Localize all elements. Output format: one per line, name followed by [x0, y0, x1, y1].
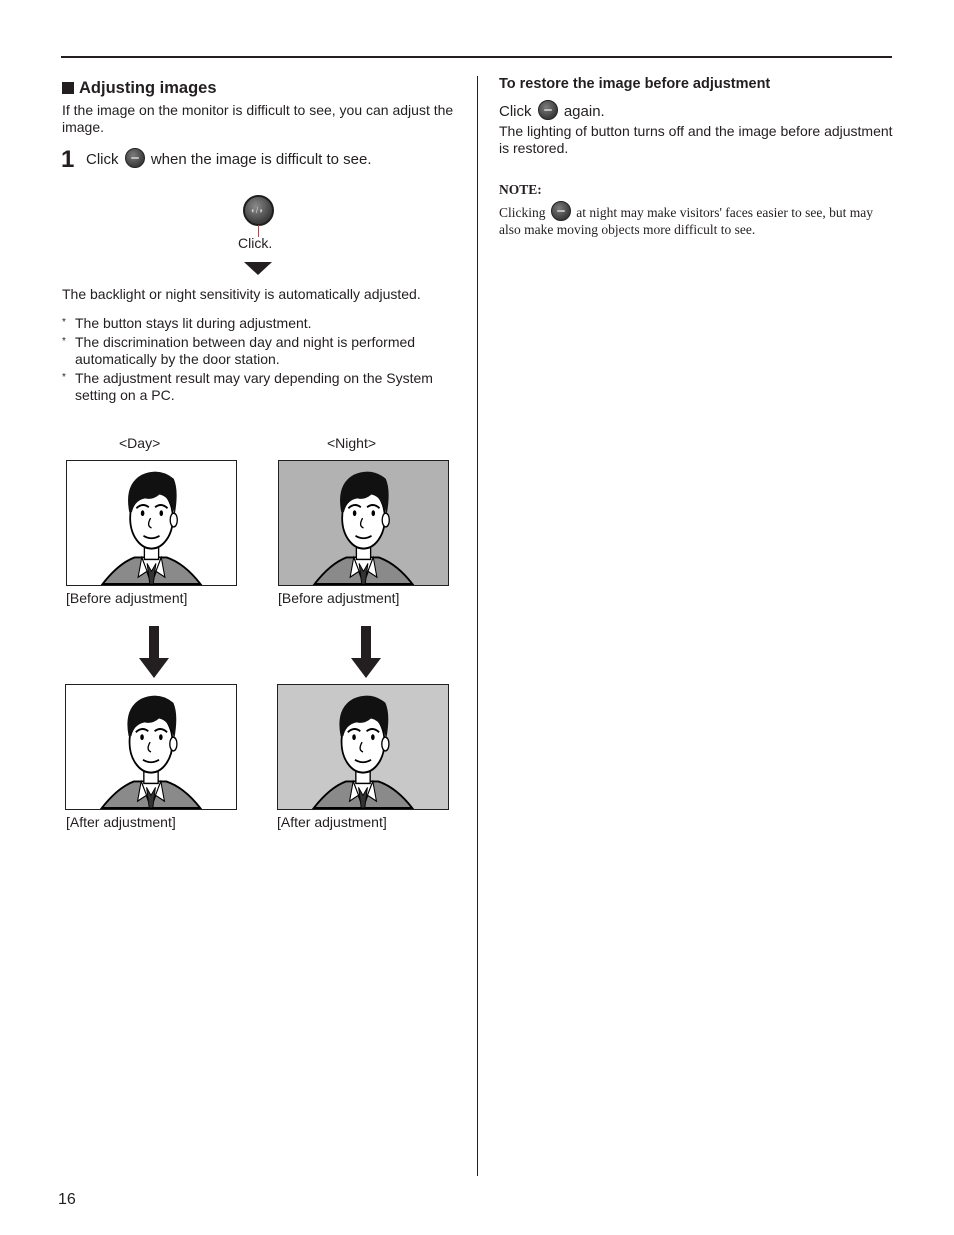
- day-before-image: [66, 460, 237, 586]
- night-after-image: [277, 684, 449, 810]
- column-divider: [477, 76, 478, 1176]
- day-label: <Day>: [119, 435, 161, 451]
- day-before-caption: [Before adjustment]: [66, 590, 188, 606]
- night-label: <Night>: [327, 435, 377, 451]
- section-title: Adjusting images: [62, 79, 217, 98]
- click-label: Click.: [238, 235, 273, 251]
- night-after-caption: [After adjustment]: [277, 814, 387, 830]
- page-number: 16: [58, 1191, 76, 1208]
- button-glyph-icon: ◐/◑: [251, 206, 263, 215]
- notes-list: [62, 315, 462, 406]
- step-instruction: Click when the image is difficult to see.: [86, 148, 372, 168]
- list-item: * The adjustment result may vary depending on the System setting on a PC.: [62, 370, 433, 403]
- backlight-night-button[interactable]: [243, 195, 274, 226]
- backlight-night-button-icon: [551, 201, 571, 221]
- down-arrow-icon: [351, 626, 381, 678]
- section-intro: If the image on the monitor is difficult to see, you can adjust the image.: [62, 102, 454, 135]
- note-text: Clicking at night may make visitors' faces easier to see, but may also make moving objects more difficult to see.: [499, 201, 894, 238]
- top-rule: [61, 56, 892, 58]
- step-number: 1: [61, 146, 75, 173]
- down-arrow-icon: [139, 626, 169, 678]
- restore-instruction: Click again.: [499, 100, 605, 120]
- list-item: * The button stays lit during adjustment.: [62, 315, 312, 331]
- backlight-night-button-icon: [538, 100, 558, 120]
- square-bullet-icon: [62, 82, 74, 94]
- down-triangle-icon: [244, 262, 272, 275]
- list-item: * The discrimination between day and night is performed automatically by the door station.: [62, 334, 416, 367]
- result-text: The backlight or night sensitivity is automatically adjusted.: [62, 286, 421, 302]
- backlight-night-button-icon: [125, 148, 145, 168]
- note-label: NOTE:: [499, 182, 542, 197]
- day-after-image: [65, 684, 237, 810]
- night-before-image: [278, 460, 449, 586]
- restore-description: The lighting of button turns off and the image before adjustment is restored.: [499, 123, 893, 156]
- day-after-caption: [After adjustment]: [66, 814, 176, 830]
- night-before-caption: [Before adjustment]: [278, 590, 400, 606]
- restore-title: To restore the image before adjustment: [499, 76, 771, 92]
